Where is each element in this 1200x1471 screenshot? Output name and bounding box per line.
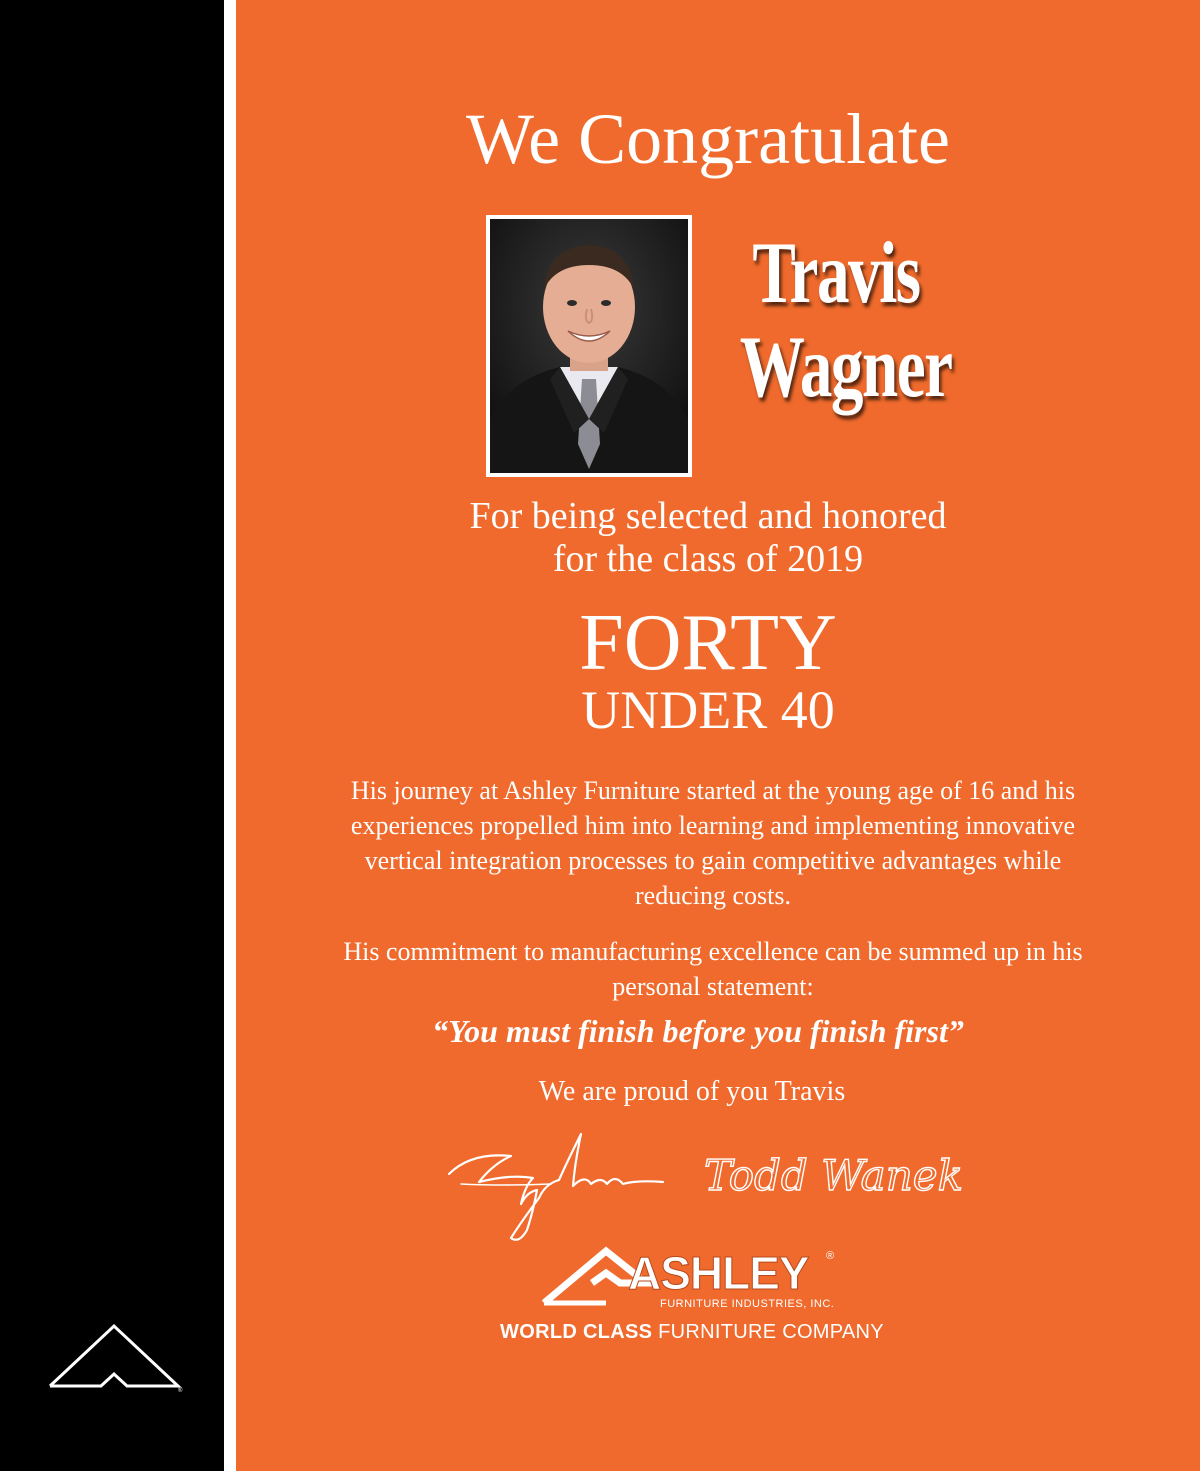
left-black-band	[0, 0, 224, 1471]
signature-2	[704, 1148, 974, 1208]
brand-tagline	[236, 1320, 1148, 1344]
award-subtitle: UNDER 40	[581, 680, 835, 740]
signature-2-text: Todd Wanek	[704, 1151, 964, 1200]
brand-wordmark: ASHLEY	[628, 1247, 809, 1299]
honoree-last-name: Wagner	[739, 319, 952, 416]
award-title: FORTY	[579, 599, 837, 687]
registered-mark: ®	[178, 1388, 183, 1394]
ashley-logo	[536, 1243, 856, 1313]
headline: We Congratulate	[465, 99, 951, 179]
roof-logo-icon	[44, 1318, 186, 1394]
personal-statement-quote: “You must finish before you finish first”	[432, 1013, 964, 1049]
honoree-first-name: Travis	[752, 225, 920, 322]
portrait-photo	[486, 215, 692, 477]
brand-corporate-name: FURNITURE INDUSTRIES, INC.	[660, 1298, 835, 1310]
bio-paragraph-1: His journey at Ashley Furniture started at the young age of 16 and his experiences propelled him into learning and implementing innovative vertical integration processes to gain competitive advantages while reducing costs.	[350, 776, 1076, 910]
honor-line-2: for the class of 2019	[552, 538, 864, 580]
brand-tagline-bold: WORLD CLASS	[500, 1321, 653, 1343]
brand-registered-mark: ®	[826, 1250, 835, 1262]
signature-1	[441, 1122, 671, 1246]
portrait-illustration	[490, 219, 688, 473]
bio-paragraph-2: His commitment to manufacturing excellence can be summed up in his personal statement:	[343, 937, 1083, 1001]
brand-tagline-rest: FURNITURE COMPANY	[658, 1321, 884, 1343]
closing-line: We are proud of you Travis	[538, 1076, 846, 1107]
honor-line-1: For being selected and honored	[469, 495, 947, 537]
certificate-content	[236, 0, 1200, 1471]
